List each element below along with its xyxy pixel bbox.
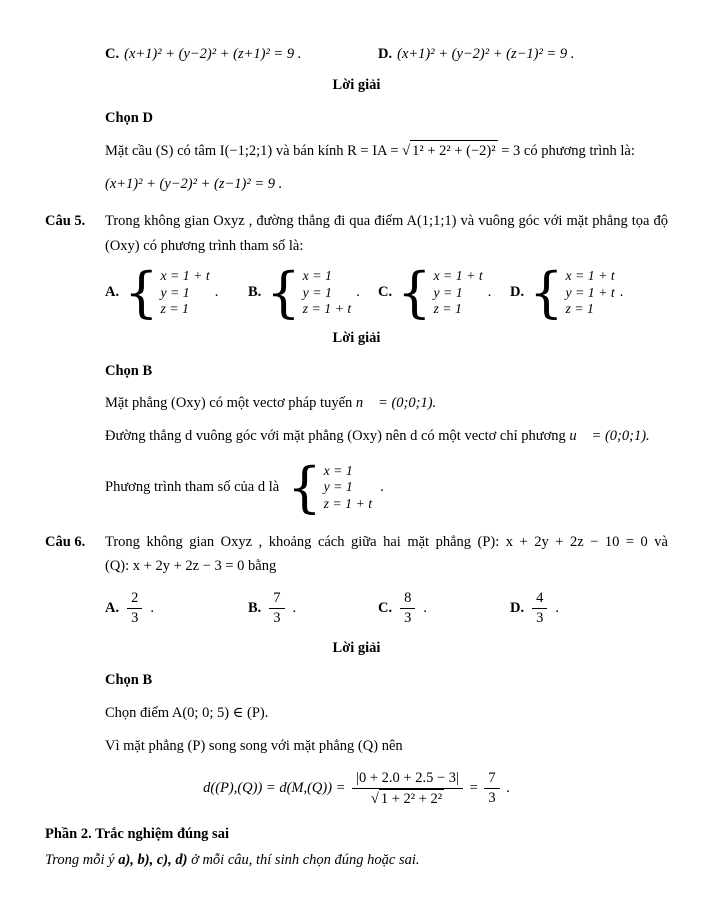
q6-option-a-label: A. bbox=[105, 599, 120, 616]
fraction bbox=[269, 589, 284, 628]
fraction-numerator: 7 bbox=[484, 769, 499, 789]
system-line: z = 1 + t bbox=[323, 495, 373, 511]
question-5-line1: Trong không gian Oxyz , đường thẳng đi qua điểm A(1;1;1) và vuông góc với mặt phẳng tọa độ bbox=[105, 212, 668, 229]
system-line: x = 1 + t bbox=[433, 268, 483, 284]
q5-sol-line1-pre: Mặt phẳng (Oxy) có một vectơ pháp tuyến bbox=[105, 395, 356, 412]
q5-option-b bbox=[248, 261, 378, 325]
part-2-note bbox=[45, 850, 668, 872]
system-line: x = 1 bbox=[323, 462, 353, 478]
question-6 bbox=[45, 532, 668, 554]
system-line: x = 1 + t bbox=[565, 268, 615, 284]
fraction bbox=[532, 589, 547, 628]
equals-sign: = bbox=[465, 779, 482, 796]
q4-solution-line1 bbox=[105, 140, 668, 163]
q6-option-a bbox=[105, 589, 248, 628]
system-line: x = 1 bbox=[302, 268, 332, 284]
q6-distance-formula bbox=[45, 769, 668, 809]
fraction-numerator: 8 bbox=[400, 589, 415, 609]
fraction-numerator: |0 + 2.0 + 2.5 − 3| bbox=[352, 769, 463, 789]
system-line: z = 1 + t bbox=[302, 301, 352, 317]
note-pre: Trong mỗi ý bbox=[45, 852, 119, 869]
question-5 bbox=[45, 211, 668, 233]
system-line: y = 1 bbox=[323, 479, 353, 495]
sqrt-symbol: √ bbox=[370, 790, 379, 807]
q5-options-row bbox=[105, 261, 668, 325]
left-brace: { bbox=[124, 261, 159, 325]
option-c-label: C. bbox=[105, 46, 120, 62]
question-5-line2: (Oxy) có phương trình tham số là: bbox=[105, 237, 304, 254]
answer-choice-q5: Chọn B bbox=[105, 362, 153, 379]
question-6-line1: Trong không gian Oxyz , khoảng cách giữa hai mặt phẳng (P): x + 2y + 2z − 10 = 0 và bbox=[105, 533, 668, 550]
solution-header-q5: Lời giải bbox=[332, 329, 381, 346]
q4-line1-post: = 3 có phương trình là: bbox=[497, 143, 635, 160]
q5-solution-line1 bbox=[105, 393, 668, 415]
fraction-numerator: 2 bbox=[127, 589, 142, 609]
fraction-denominator: 3 bbox=[273, 609, 281, 626]
top-options-row bbox=[105, 44, 668, 66]
formula-period: . bbox=[502, 779, 510, 796]
q5-option-b-suffix: . bbox=[356, 284, 360, 301]
note-post: ở mỗi câu, thí sinh chọn đúng hoặc sai. bbox=[187, 852, 420, 869]
q6-option-c bbox=[378, 589, 510, 628]
left-brace: { bbox=[266, 261, 301, 325]
q5-solution-line2 bbox=[105, 426, 668, 448]
q4-line1-pre: Mặt cầu (S) có tâm I(−1;2;1) và bán kính R = IA = bbox=[105, 143, 403, 160]
system-line: z = 1 bbox=[433, 301, 462, 317]
sqrt-expression bbox=[402, 143, 497, 159]
normal-vector: n⃗ = (0;0;1). bbox=[355, 395, 437, 412]
fraction bbox=[400, 589, 415, 628]
q5-option-c-label: C. bbox=[378, 284, 393, 301]
q5-option-b-system bbox=[266, 261, 352, 325]
q6-options-row bbox=[105, 589, 668, 628]
fraction-numerator: 7 bbox=[269, 589, 284, 609]
sqrt-expression bbox=[371, 791, 444, 807]
q5-solution-param bbox=[105, 455, 668, 519]
sqrt-radicand: 1 + 2² + 2² bbox=[380, 790, 443, 807]
q5-option-c-system bbox=[397, 261, 483, 325]
q6-option-c-label: C. bbox=[378, 599, 393, 616]
system-line: y = 1 bbox=[160, 284, 190, 300]
q5-sol-line3-pre: Phương trình tham số của d là bbox=[105, 478, 280, 495]
q5-sol-line2-pre: Đường thẳng d vuông góc với mặt phẳng (Oxy) nên d có một vectơ chỉ phương bbox=[105, 428, 570, 445]
q5-option-d bbox=[510, 261, 668, 325]
note-bold: a), b), c), d) bbox=[118, 852, 188, 869]
q5-option-d-suffix: . bbox=[619, 284, 624, 301]
fraction-denominator: 3 bbox=[536, 609, 544, 626]
solution-header-q4: Lời giải bbox=[332, 76, 381, 93]
q5-sol-line3-post: . bbox=[380, 478, 384, 495]
q6-option-c-suffix: . bbox=[423, 599, 427, 616]
question-6-number: Câu 6. bbox=[45, 533, 86, 550]
q6-option-b-suffix: . bbox=[292, 599, 297, 616]
option-d-formula: (x+1)² + (y−2)² + (z−1)² = 9 . bbox=[397, 46, 575, 62]
q6-option-a-suffix: . bbox=[150, 599, 154, 616]
fraction-denominator: 3 bbox=[488, 790, 496, 807]
q5-option-a-label: A. bbox=[105, 284, 120, 301]
question-6-line2: (Q): x + 2y + 2z − 3 = 0 bằng bbox=[105, 558, 277, 575]
system-line: y = 1 bbox=[302, 284, 332, 300]
option-c bbox=[105, 44, 378, 66]
q5-option-c-suffix: . bbox=[487, 284, 492, 301]
q5-solution-system bbox=[287, 455, 373, 519]
q5-option-a-system bbox=[124, 261, 210, 325]
system-line: x = 1 + t bbox=[160, 268, 210, 284]
answer-choice-q6: Chọn B bbox=[105, 672, 153, 689]
fraction-denominator: 3 bbox=[131, 609, 139, 626]
fraction bbox=[352, 769, 463, 809]
system-line: y = 1 + t bbox=[565, 284, 615, 300]
system-line: y = 1 bbox=[433, 284, 463, 300]
fraction bbox=[127, 589, 142, 628]
q5-option-d-label: D. bbox=[510, 284, 525, 301]
left-brace: { bbox=[287, 455, 322, 519]
option-d bbox=[378, 44, 668, 66]
option-d-label: D. bbox=[378, 46, 393, 62]
q6-option-d-suffix: . bbox=[555, 599, 559, 616]
direction-vector: u⃗ = (0;0;1). bbox=[569, 428, 650, 445]
option-c-formula: (x+1)² + (y−2)² + (z+1)² = 9 . bbox=[124, 46, 302, 62]
q4-sphere-equation: (x+1)² + (y−2)² + (z−1)² = 9 . bbox=[105, 176, 283, 192]
q5-option-d-system bbox=[529, 261, 615, 325]
sqrt-symbol: √ bbox=[402, 143, 411, 160]
q6-option-d bbox=[510, 589, 668, 628]
left-brace: { bbox=[397, 261, 432, 325]
system-line: z = 1 bbox=[160, 301, 189, 317]
q5-option-c bbox=[378, 261, 510, 325]
sqrt-radicand: 1² + 2² + (−2)² bbox=[410, 140, 497, 163]
fraction-denominator bbox=[367, 789, 448, 809]
formula-pre: d((P),(Q)) = d(M,(Q)) = bbox=[203, 779, 350, 796]
part-2-title: Phần 2. Trắc nghiệm đúng sai bbox=[45, 826, 229, 843]
solution-header-q6: Lời giải bbox=[332, 639, 381, 656]
q6-solution-line2: Vì mặt phẳng (P) song song với mặt phẳng (Q) nên bbox=[105, 737, 403, 754]
question-5-number: Câu 5. bbox=[45, 212, 86, 229]
q6-option-b bbox=[248, 589, 378, 628]
q5-option-a bbox=[105, 261, 248, 325]
q5-option-b-label: B. bbox=[248, 284, 262, 301]
answer-choice-q4: Chọn D bbox=[105, 109, 153, 126]
q6-option-b-label: B. bbox=[248, 599, 262, 616]
fraction bbox=[484, 769, 499, 808]
left-brace: { bbox=[529, 261, 564, 325]
q6-solution-line1: Chọn điểm A(0; 0; 5) ∈ (P). bbox=[105, 705, 269, 722]
fraction-denominator: 3 bbox=[404, 609, 412, 626]
fraction-numerator: 4 bbox=[532, 589, 547, 609]
q6-option-d-label: D. bbox=[510, 599, 525, 616]
system-line: z = 1 bbox=[565, 301, 594, 317]
q5-option-a-suffix: . bbox=[214, 284, 219, 301]
